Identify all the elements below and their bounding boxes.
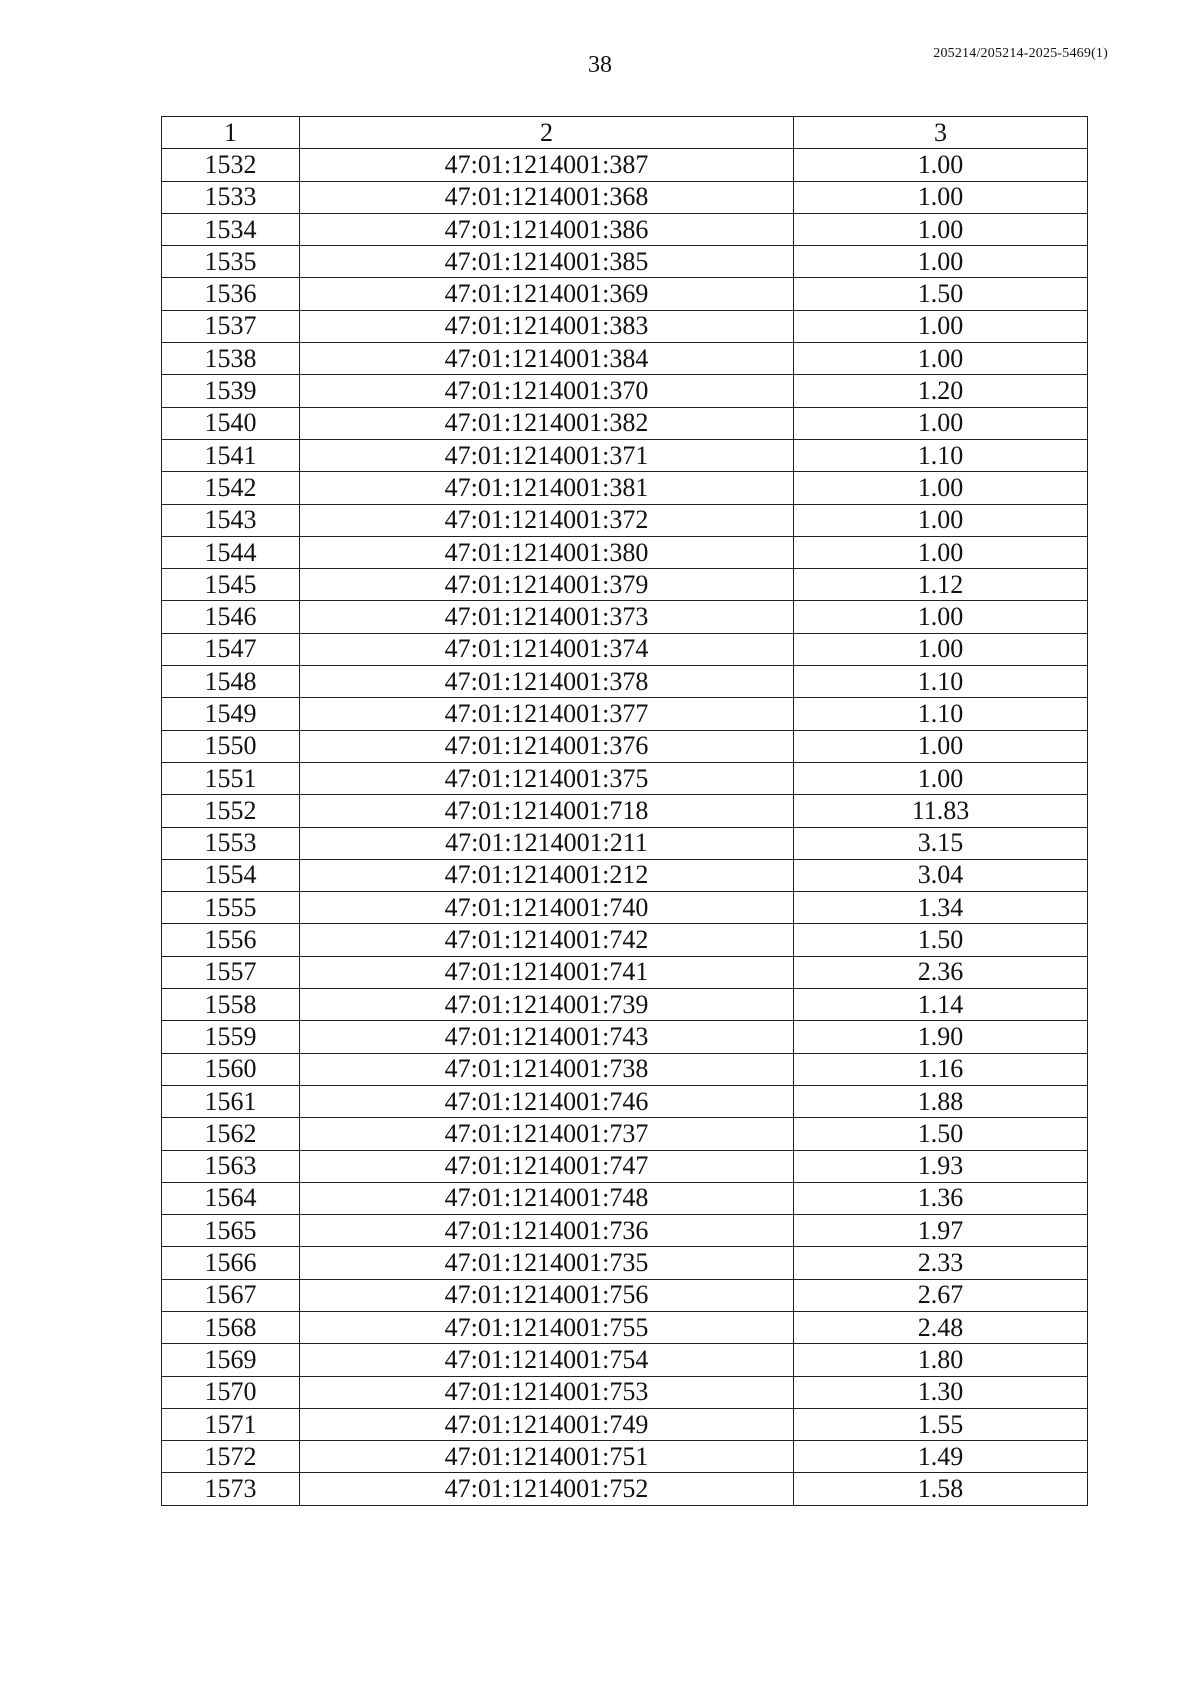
- value-cell: 1.00: [794, 407, 1088, 439]
- cadastral-number-cell: 47:01:1214001:742: [300, 924, 794, 956]
- cadastral-number-cell: 47:01:1214001:738: [300, 1053, 794, 1085]
- value-cell: 1.49: [794, 1441, 1088, 1473]
- value-cell: 3.15: [794, 827, 1088, 859]
- value-cell: 1.00: [794, 310, 1088, 342]
- value-cell: 1.00: [794, 149, 1088, 181]
- table-row: [162, 375, 1088, 407]
- row-number-cell: 1542: [162, 472, 300, 504]
- table-row: [162, 666, 1088, 698]
- value-cell: 2.67: [794, 1279, 1088, 1311]
- table-row: [162, 1053, 1088, 1085]
- cadastral-number-cell: 47:01:1214001:372: [300, 504, 794, 536]
- value-cell: 1.00: [794, 472, 1088, 504]
- row-number-cell: 1533: [162, 181, 300, 213]
- value-cell: 1.36: [794, 1182, 1088, 1214]
- cadastral-number-cell: 47:01:1214001:383: [300, 310, 794, 342]
- row-number-cell: 1554: [162, 859, 300, 891]
- value-cell: 1.00: [794, 246, 1088, 278]
- cadastral-number-cell: 47:01:1214001:211: [300, 827, 794, 859]
- table-row: [162, 1441, 1088, 1473]
- row-number-cell: 1565: [162, 1215, 300, 1247]
- cadastral-number-cell: 47:01:1214001:369: [300, 278, 794, 310]
- row-number-cell: 1567: [162, 1279, 300, 1311]
- table-row: [162, 246, 1088, 278]
- value-cell: 3.04: [794, 859, 1088, 891]
- table-row: [162, 149, 1088, 181]
- column-header-2: 2: [300, 117, 794, 149]
- value-cell: 1.00: [794, 762, 1088, 794]
- value-cell: 1.00: [794, 213, 1088, 245]
- cadastral-number-cell: 47:01:1214001:381: [300, 472, 794, 504]
- table-row: [162, 1311, 1088, 1343]
- table-row: [162, 213, 1088, 245]
- table-row: [162, 1344, 1088, 1376]
- value-cell: 2.36: [794, 956, 1088, 988]
- row-number-cell: 1569: [162, 1344, 300, 1376]
- row-number-cell: 1552: [162, 795, 300, 827]
- row-number-cell: 1572: [162, 1441, 300, 1473]
- cadastral-number-cell: 47:01:1214001:379: [300, 569, 794, 601]
- row-number-cell: 1545: [162, 569, 300, 601]
- cadastral-number-cell: 47:01:1214001:743: [300, 1021, 794, 1053]
- table-row: [162, 1085, 1088, 1117]
- row-number-cell: 1544: [162, 536, 300, 568]
- cadastral-number-cell: 47:01:1214001:377: [300, 698, 794, 730]
- value-cell: 1.80: [794, 1344, 1088, 1376]
- table-row: [162, 633, 1088, 665]
- row-number-cell: 1538: [162, 343, 300, 375]
- cadastral-number-cell: 47:01:1214001:378: [300, 666, 794, 698]
- table-row: [162, 1150, 1088, 1182]
- table-row: [162, 343, 1088, 375]
- value-cell: 1.58: [794, 1473, 1088, 1505]
- row-number-cell: 1540: [162, 407, 300, 439]
- value-cell: 1.00: [794, 730, 1088, 762]
- row-number-cell: 1564: [162, 1182, 300, 1214]
- value-cell: 1.30: [794, 1376, 1088, 1408]
- value-cell: 1.16: [794, 1053, 1088, 1085]
- table-row: [162, 536, 1088, 568]
- value-cell: 1.50: [794, 1118, 1088, 1150]
- row-number-cell: 1558: [162, 989, 300, 1021]
- value-cell: 1.14: [794, 989, 1088, 1021]
- row-number-cell: 1559: [162, 1021, 300, 1053]
- cadastral-number-cell: 47:01:1214001:751: [300, 1441, 794, 1473]
- row-number-cell: 1549: [162, 698, 300, 730]
- value-cell: 1.00: [794, 504, 1088, 536]
- table-row: [162, 698, 1088, 730]
- cadastral-number-cell: 47:01:1214001:374: [300, 633, 794, 665]
- table-row: [162, 504, 1088, 536]
- row-number-cell: 1560: [162, 1053, 300, 1085]
- column-header-3: 3: [794, 117, 1088, 149]
- table-row: [162, 1408, 1088, 1440]
- cadastral-number-cell: 47:01:1214001:373: [300, 601, 794, 633]
- cadastral-number-cell: 47:01:1214001:368: [300, 181, 794, 213]
- table-row: [162, 989, 1088, 1021]
- value-cell: 1.50: [794, 924, 1088, 956]
- row-number-cell: 1536: [162, 278, 300, 310]
- row-number-cell: 1541: [162, 439, 300, 471]
- cadastral-number-cell: 47:01:1214001:755: [300, 1311, 794, 1343]
- table-row: [162, 601, 1088, 633]
- table-row: [162, 730, 1088, 762]
- table-row: [162, 310, 1088, 342]
- table-row: [162, 795, 1088, 827]
- value-cell: 1.97: [794, 1215, 1088, 1247]
- table-row: [162, 569, 1088, 601]
- table-row: [162, 1279, 1088, 1311]
- value-cell: 1.12: [794, 569, 1088, 601]
- value-cell: 1.00: [794, 633, 1088, 665]
- row-number-cell: 1537: [162, 310, 300, 342]
- row-number-cell: 1547: [162, 633, 300, 665]
- value-cell: 1.93: [794, 1150, 1088, 1182]
- value-cell: 1.90: [794, 1021, 1088, 1053]
- value-cell: 1.55: [794, 1408, 1088, 1440]
- row-number-cell: 1563: [162, 1150, 300, 1182]
- table-row: [162, 956, 1088, 988]
- cadastral-number-cell: 47:01:1214001:718: [300, 795, 794, 827]
- value-cell: 2.33: [794, 1247, 1088, 1279]
- cadastral-number-cell: 47:01:1214001:754: [300, 1344, 794, 1376]
- value-cell: 1.00: [794, 536, 1088, 568]
- value-cell: 1.20: [794, 375, 1088, 407]
- cadastral-number-cell: 47:01:1214001:740: [300, 892, 794, 924]
- row-number-cell: 1543: [162, 504, 300, 536]
- table-row: [162, 1182, 1088, 1214]
- row-number-cell: 1557: [162, 956, 300, 988]
- value-cell: 1.50: [794, 278, 1088, 310]
- row-number-cell: 1568: [162, 1311, 300, 1343]
- cadastral-number-cell: 47:01:1214001:747: [300, 1150, 794, 1182]
- row-number-cell: 1539: [162, 375, 300, 407]
- cadastral-number-cell: 47:01:1214001:752: [300, 1473, 794, 1505]
- cadastral-number-cell: 47:01:1214001:387: [300, 149, 794, 181]
- row-number-cell: 1550: [162, 730, 300, 762]
- row-number-cell: 1561: [162, 1085, 300, 1117]
- cadastral-number-cell: 47:01:1214001:386: [300, 213, 794, 245]
- row-number-cell: 1548: [162, 666, 300, 698]
- cadastral-number-cell: 47:01:1214001:735: [300, 1247, 794, 1279]
- cadastral-number-cell: 47:01:1214001:382: [300, 407, 794, 439]
- value-cell: 1.88: [794, 1085, 1088, 1117]
- row-number-cell: 1556: [162, 924, 300, 956]
- cadastral-number-cell: 47:01:1214001:370: [300, 375, 794, 407]
- cadastral-number-cell: 47:01:1214001:371: [300, 439, 794, 471]
- table-row: [162, 892, 1088, 924]
- table-row: [162, 1021, 1088, 1053]
- value-cell: 1.00: [794, 601, 1088, 633]
- cadastral-number-cell: 47:01:1214001:375: [300, 762, 794, 794]
- table-row: [162, 762, 1088, 794]
- table-row: [162, 1473, 1088, 1505]
- row-number-cell: 1551: [162, 762, 300, 794]
- header-row: [162, 117, 1088, 149]
- table-row: [162, 181, 1088, 213]
- cadastral-number-cell: 47:01:1214001:736: [300, 1215, 794, 1247]
- cadastral-number-cell: 47:01:1214001:385: [300, 246, 794, 278]
- value-cell: 1.10: [794, 666, 1088, 698]
- value-cell: 1.10: [794, 698, 1088, 730]
- cadastral-number-cell: 47:01:1214001:748: [300, 1182, 794, 1214]
- table-row: [162, 278, 1088, 310]
- row-number-cell: 1571: [162, 1408, 300, 1440]
- value-cell: 1.34: [794, 892, 1088, 924]
- row-number-cell: 1553: [162, 827, 300, 859]
- table-row: [162, 859, 1088, 891]
- column-header-1: 1: [162, 117, 300, 149]
- cadastral-number-cell: 47:01:1214001:739: [300, 989, 794, 1021]
- page-number: 38: [588, 52, 612, 78]
- row-number-cell: 1566: [162, 1247, 300, 1279]
- document-id: 205214/205214-2025-5469(1): [933, 46, 1108, 61]
- table-row: [162, 439, 1088, 471]
- table-row: [162, 1376, 1088, 1408]
- cadastral-number-cell: 47:01:1214001:741: [300, 956, 794, 988]
- table-row: [162, 1118, 1088, 1150]
- row-number-cell: 1573: [162, 1473, 300, 1505]
- row-number-cell: 1562: [162, 1118, 300, 1150]
- table-row: [162, 1215, 1088, 1247]
- cadastral-number-cell: 47:01:1214001:749: [300, 1408, 794, 1440]
- value-cell: 2.48: [794, 1311, 1088, 1343]
- table-header: [162, 117, 1088, 149]
- table-body: [162, 149, 1088, 1505]
- table-row: [162, 1247, 1088, 1279]
- table-row: [162, 827, 1088, 859]
- cadastral-number-cell: 47:01:1214001:212: [300, 859, 794, 891]
- value-cell: 1.00: [794, 181, 1088, 213]
- cadastral-number-cell: 47:01:1214001:376: [300, 730, 794, 762]
- data-table: [161, 116, 1088, 1506]
- row-number-cell: 1534: [162, 213, 300, 245]
- row-number-cell: 1535: [162, 246, 300, 278]
- row-number-cell: 1532: [162, 149, 300, 181]
- cadastral-number-cell: 47:01:1214001:756: [300, 1279, 794, 1311]
- cadastral-number-cell: 47:01:1214001:746: [300, 1085, 794, 1117]
- row-number-cell: 1546: [162, 601, 300, 633]
- row-number-cell: 1570: [162, 1376, 300, 1408]
- value-cell: 1.10: [794, 439, 1088, 471]
- cadastral-number-cell: 47:01:1214001:737: [300, 1118, 794, 1150]
- cadastral-number-cell: 47:01:1214001:384: [300, 343, 794, 375]
- cadastral-number-cell: 47:01:1214001:753: [300, 1376, 794, 1408]
- value-cell: 11.83: [794, 795, 1088, 827]
- cadastral-number-cell: 47:01:1214001:380: [300, 536, 794, 568]
- table-row: [162, 472, 1088, 504]
- value-cell: 1.00: [794, 343, 1088, 375]
- table-row: [162, 407, 1088, 439]
- table-row: [162, 924, 1088, 956]
- row-number-cell: 1555: [162, 892, 300, 924]
